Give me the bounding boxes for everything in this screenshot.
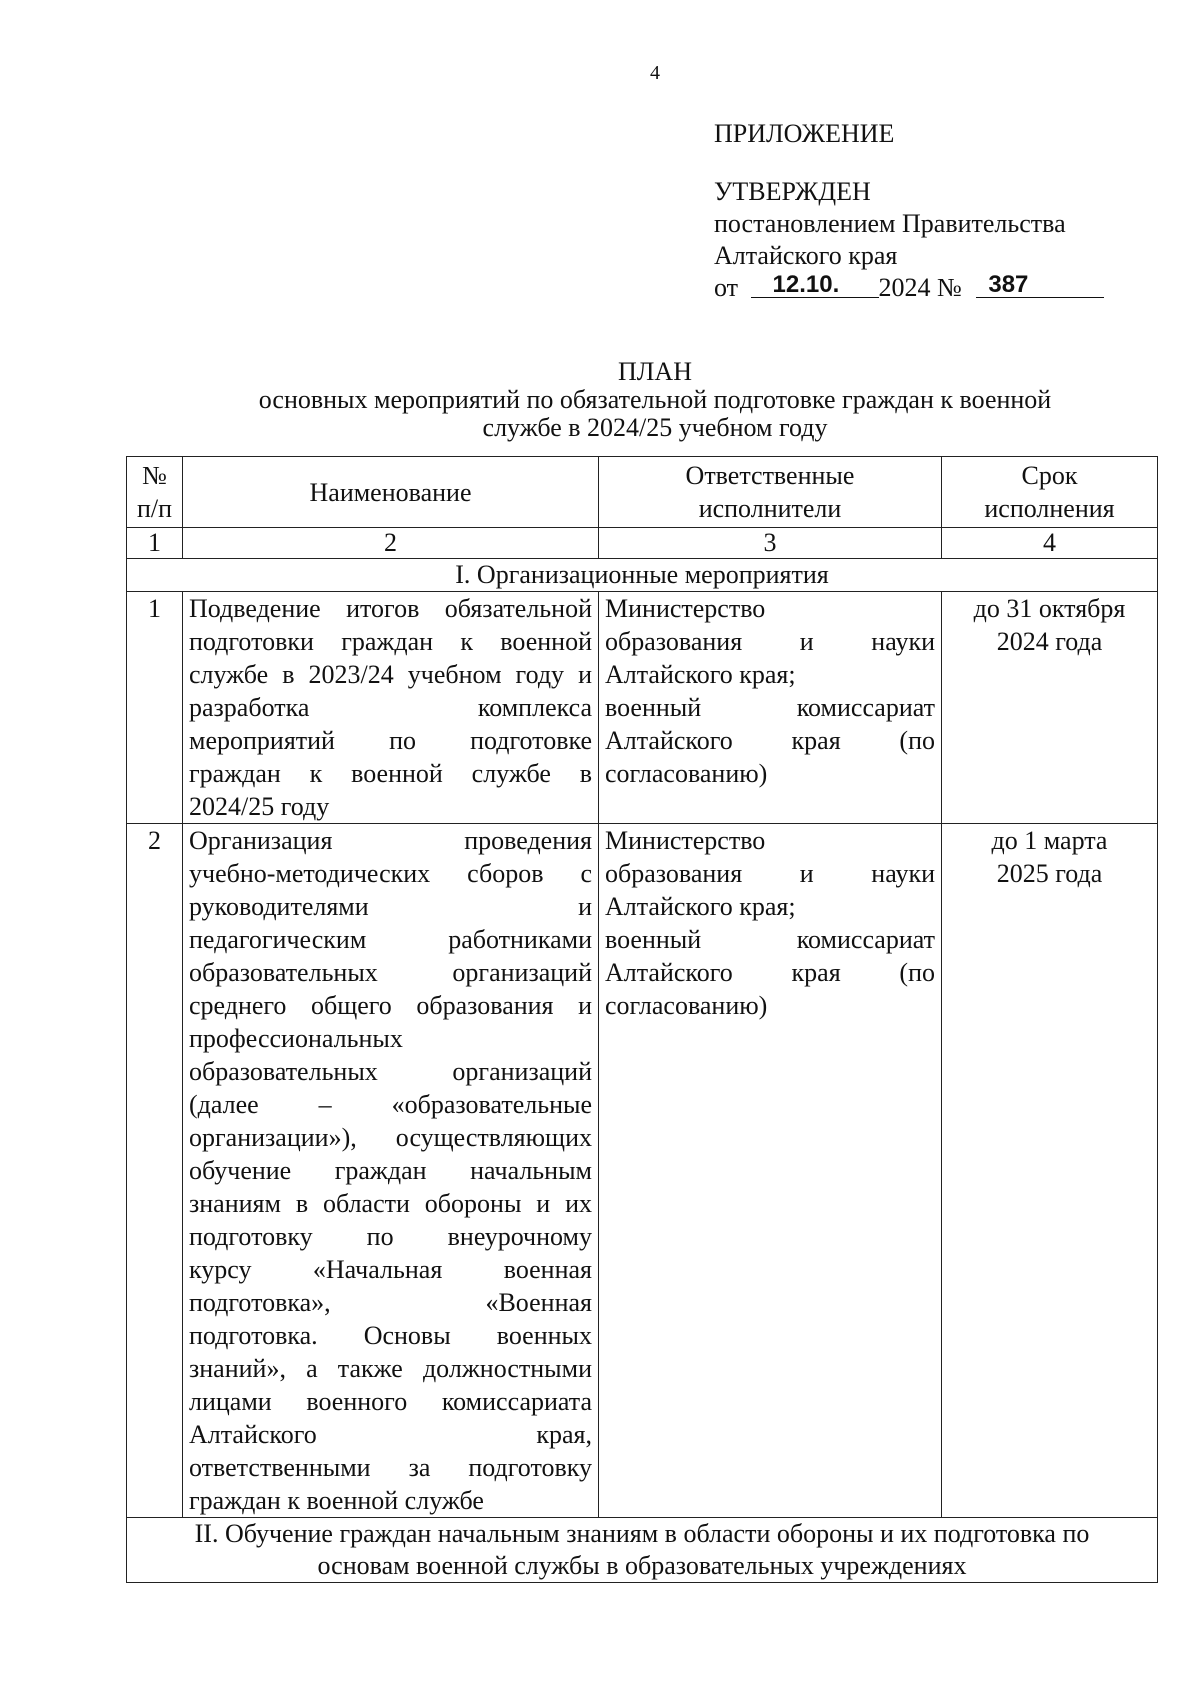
row-resp-line: Министерство	[605, 826, 766, 855]
row-name-line: учебно-методических сборов с	[189, 859, 592, 888]
row-name-line: образовательных организаций	[189, 958, 592, 987]
row-term-line1: до 31 октября	[973, 594, 1126, 623]
row-resp-line: военный комиссариат	[605, 693, 935, 722]
row-name-line: подготовку по внеурочному	[189, 1222, 592, 1251]
page-number: 4	[650, 62, 660, 84]
header-responsible	[599, 457, 942, 528]
approved-by-line1: постановлением Правительства	[714, 209, 1066, 238]
row-name-line: службе в 2023/24 учебном году и	[189, 660, 592, 689]
row-resp-line: согласованию)	[605, 991, 768, 1020]
row-name	[183, 592, 599, 824]
row-name-line: подготовки граждан к военной	[189, 627, 592, 656]
row-term	[942, 592, 1158, 824]
row-name-line: мероприятий по подготовке	[189, 726, 592, 755]
header-term-line1: Срок	[1021, 461, 1078, 490]
plan-table	[126, 456, 1158, 1583]
row-responsible	[599, 824, 942, 1518]
row-name	[183, 824, 599, 1518]
header-no	[127, 457, 183, 528]
section-row	[127, 1518, 1158, 1583]
decree-date-value: 12.10.	[751, 273, 879, 298]
row-resp-line: согласованию)	[605, 759, 768, 788]
header-term	[942, 457, 1158, 528]
header-name: Наименование	[183, 457, 599, 528]
table-header-row	[127, 457, 1158, 528]
approved-label: УТВЕРЖДЕН	[714, 177, 871, 206]
section-row	[127, 559, 1158, 592]
title-heading: ПЛАН	[618, 357, 692, 386]
section-title-line2: основам военной службы в образовательных учреждениях	[317, 1551, 967, 1580]
row-resp-line: Алтайского края (по	[605, 726, 935, 755]
row-name-line: (далее – «образовательные	[189, 1090, 592, 1119]
row-name-line: граждан к военной службе в	[189, 759, 592, 788]
row-name-line: ответственными за подготовку	[189, 1453, 592, 1482]
row-term-line2: 2024 года	[996, 627, 1103, 656]
row-name-line: подготовка», «Военная	[189, 1288, 592, 1317]
decree-year: 2024 №	[878, 273, 962, 302]
column-number: 1	[127, 528, 183, 559]
column-number: 3	[599, 528, 942, 559]
row-responsible	[599, 592, 942, 824]
row-resp-line: образования и науки	[605, 627, 935, 656]
row-term	[942, 824, 1158, 1518]
row-name-line: образовательных организаций	[189, 1057, 592, 1086]
row-resp-line: военный комиссариат	[605, 925, 935, 954]
row-name-line: разработка комплекса	[189, 693, 592, 722]
row-term-line2: 2025 года	[996, 859, 1103, 888]
row-resp-line: Министерство	[605, 594, 766, 623]
document-title	[126, 358, 1184, 442]
row-name-line: подготовка. Основы военных	[189, 1321, 592, 1350]
section-title	[127, 1518, 1158, 1583]
row-name-line: курсу «Начальная военная	[189, 1255, 592, 1284]
row-name-line: лицами военного комиссариата	[189, 1387, 592, 1416]
appendix-label: ПРИЛОЖЕНИЕ	[714, 119, 895, 148]
row-resp-line: Алтайского края (по	[605, 958, 935, 987]
section-title: I. Организационные мероприятия	[127, 559, 1158, 592]
header-no-line1: №	[142, 461, 167, 490]
row-name-line: Алтайского края,	[189, 1420, 592, 1449]
column-number: 4	[942, 528, 1158, 559]
row-name-line: профессиональных	[189, 1024, 403, 1053]
header-term-line2: исполнения	[984, 494, 1115, 523]
row-name-line: знаний», а также должностными	[189, 1354, 592, 1383]
column-number-row	[127, 528, 1158, 559]
row-resp-line: Алтайского края;	[605, 660, 796, 689]
approved-by-line2: Алтайского края	[714, 241, 898, 270]
row-term-line1: до 1 марта	[991, 826, 1108, 855]
row-name-line: знаниям в области обороны и их	[189, 1189, 592, 1218]
table-row	[127, 592, 1158, 824]
row-name-line: педагогическим работниками	[189, 925, 592, 954]
title-subtitle-line2: службе в 2024/25 учебном году	[482, 413, 828, 442]
section-title-line1: II. Обучение граждан начальным знаниям в области обороны и их подготовка по	[194, 1519, 1090, 1548]
row-resp-line: образования и науки	[605, 859, 935, 888]
row-number: 1	[127, 592, 183, 824]
header-resp-line2: исполнители	[698, 494, 842, 523]
row-name-line: Подведение итогов обязательной	[189, 594, 592, 623]
title-subtitle-line1: основных мероприятий по обязательной подготовке граждан к военной	[258, 385, 1052, 414]
row-name-line: обучение граждан начальным	[189, 1156, 592, 1185]
row-name-line: организации»), осуществляющих	[189, 1123, 592, 1152]
table-row	[127, 824, 1158, 1518]
row-number: 2	[127, 824, 183, 1518]
row-resp-line: Алтайского края;	[605, 892, 796, 921]
row-name-line: руководителями и	[189, 892, 592, 921]
decree-number-value: 387	[976, 273, 1104, 298]
approval-block	[714, 118, 1104, 304]
row-name-line: среднего общего образования и	[189, 991, 592, 1020]
header-no-line2: п/п	[136, 494, 173, 523]
column-number: 2	[183, 528, 599, 559]
row-name-line: Организация проведения	[189, 826, 592, 855]
header-resp-line1: Ответственные	[685, 461, 855, 490]
row-name-line: 2024/25 году	[189, 792, 330, 821]
decree-date-line	[714, 272, 1104, 304]
date-prefix: от	[714, 273, 739, 302]
row-name-line: граждан к военной службе	[189, 1486, 484, 1515]
